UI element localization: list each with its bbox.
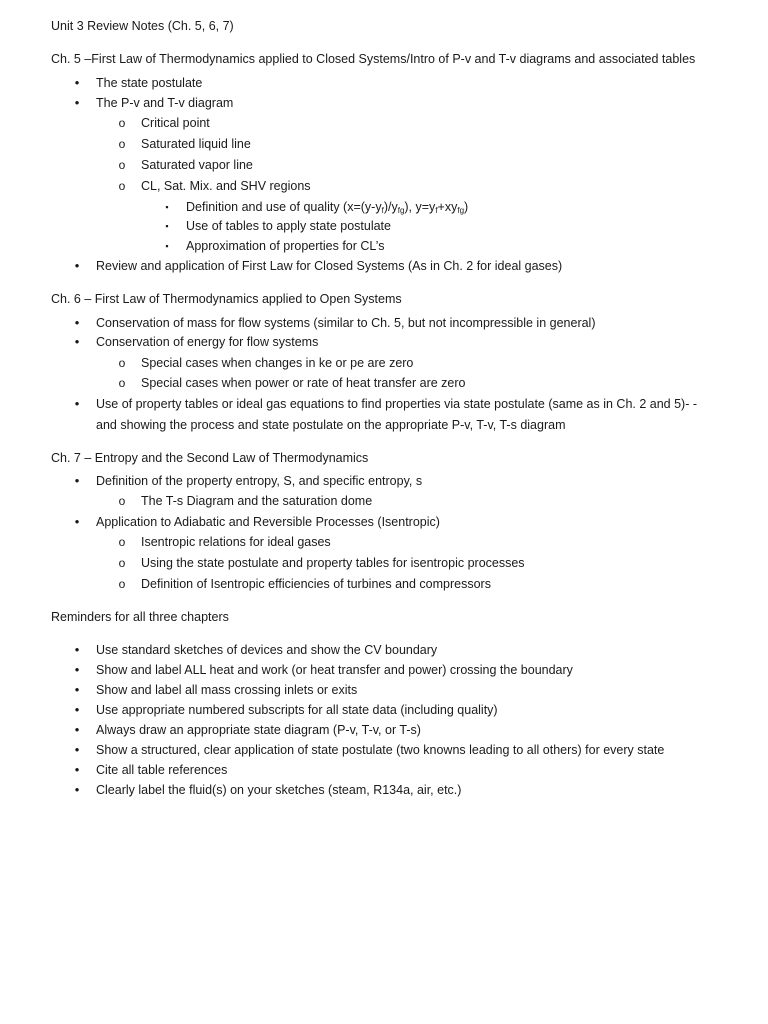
circle-marker: o (118, 494, 126, 508)
bullet-marker: • (74, 258, 80, 273)
bullet-marker: • (74, 95, 80, 110)
circle-marker: o (118, 556, 126, 570)
ch6-sub-item: Special cases when power or rate of heat transfer are zero (141, 376, 466, 390)
ch5-quality-definition: Definition and use of quality $(x=(y-y_f)/y_{fg})$, $y=y_f+xy_{fg}$) (186, 200, 469, 215)
ch5-sub-item: Critical point (141, 116, 210, 130)
ch7-sub-item: Definition of Isentropic efficiencies of turbines and compressors (141, 577, 491, 591)
reminder-item: Show a structured, clear application of state postulate (two knowns leading to all others) for every state (96, 743, 665, 757)
bullet-marker: • (74, 396, 80, 411)
bullet-marker: • (74, 762, 80, 777)
bullet-marker: • (74, 642, 80, 657)
ch7-item-adiabatic: Application to Adiabatic and Reversible Processes (Isentropic) (96, 515, 440, 529)
circle-marker: o (118, 376, 126, 390)
bullet-marker: • (74, 722, 80, 737)
ch5-item-state-postulate: The state postulate (96, 76, 203, 90)
circle-marker: o (118, 116, 126, 130)
ch6-heading: Ch. 6 – First Law of Thermodynamics applied to Open Systems (51, 292, 402, 306)
bullet-marker: • (74, 742, 80, 757)
reminder-item: Cite all table references (96, 763, 228, 777)
ch7-heading: Ch. 7 – Entropy and the Second Law of Thermodynamics (51, 451, 369, 465)
circle-marker: o (118, 535, 126, 549)
document-title: Unit 3 Review Notes (Ch. 5, 6, 7) (51, 19, 234, 33)
ch5-sub-item: Saturated liquid line (141, 137, 251, 151)
circle-marker: o (118, 577, 126, 591)
circle-marker: o (118, 137, 126, 151)
ch6-item-energy: Conservation of energy for flow systems (96, 335, 319, 349)
ch5-item-pv-tv: The P-v and T-v diagram (96, 96, 234, 110)
circle-marker: o (118, 179, 126, 193)
square-marker: ▪ (165, 202, 169, 212)
circle-marker: o (118, 356, 126, 370)
ch5-heading: Ch. 5 –First Law of Thermodynamics applied to Closed Systems/Intro of P-v and T-v diagrams and associated tables (51, 52, 696, 66)
bullet-marker: • (74, 662, 80, 677)
reminder-item: Clearly label the fluid(s) on your sketches (steam, R134a, air, etc.) (96, 783, 462, 797)
ch7-sub-ts: The T-s Diagram and the saturation dome (141, 494, 373, 508)
ch7-sub-item: Using the state postulate and property tables for isentropic processes (141, 556, 525, 570)
ch7-sub-item: Isentropic relations for ideal gases (141, 535, 331, 549)
ch7-item-entropy: Definition of the property entropy, S, and specific entropy, s (96, 474, 423, 488)
bullet-marker: • (74, 334, 80, 349)
reminder-item: Use appropriate numbered subscripts for all state data (including quality) (96, 703, 498, 717)
circle-marker: o (118, 158, 126, 172)
bullet-marker: • (74, 473, 80, 488)
ch6-item-tables: Use of property tables or ideal gas equations to find properties via state postulate (same as in Ch. 2 and 5)- - (96, 397, 698, 411)
square-marker: ▪ (165, 241, 169, 251)
ch5-sub-sub-item: Approximation of properties for CL’s (186, 239, 385, 253)
reminders-heading: Reminders for all three chapters (51, 610, 229, 624)
ch5-sub-sub-item: Use of tables to apply state postulate (186, 219, 391, 233)
ch6-item-tables-continued: and showing the process and state postulate on the appropriate P-v, T-v, T-s diagram (96, 418, 566, 432)
bullet-marker: • (74, 514, 80, 529)
bullet-marker: • (74, 782, 80, 797)
bullet-marker: • (74, 682, 80, 697)
reminder-item: Show and label all mass crossing inlets or exits (96, 683, 358, 697)
bullet-marker: • (74, 702, 80, 717)
reminder-item: Always draw an appropriate state diagram (P-v, T-v, or T-s) (96, 723, 421, 737)
ch5-sub-item: Saturated vapor line (141, 158, 253, 172)
ch6-item-mass: Conservation of mass for flow systems (similar to Ch. 5, but not incompressible in general) (96, 316, 596, 330)
ch5-sub-item: CL, Sat. Mix. and SHV regions (141, 179, 311, 193)
bullet-marker: • (74, 315, 80, 330)
bullet-marker: • (74, 75, 80, 90)
ch6-sub-item: Special cases when changes in ke or pe are zero (141, 356, 414, 370)
reminder-item: Use standard sketches of devices and show the CV boundary (96, 643, 438, 657)
square-marker: ▪ (165, 221, 169, 231)
ch5-item-review: Review and application of First Law for Closed Systems (As in Ch. 2 for ideal gases) (96, 259, 563, 273)
reminder-item: Show and label ALL heat and work (or heat transfer and power) crossing the boundary (96, 663, 573, 677)
